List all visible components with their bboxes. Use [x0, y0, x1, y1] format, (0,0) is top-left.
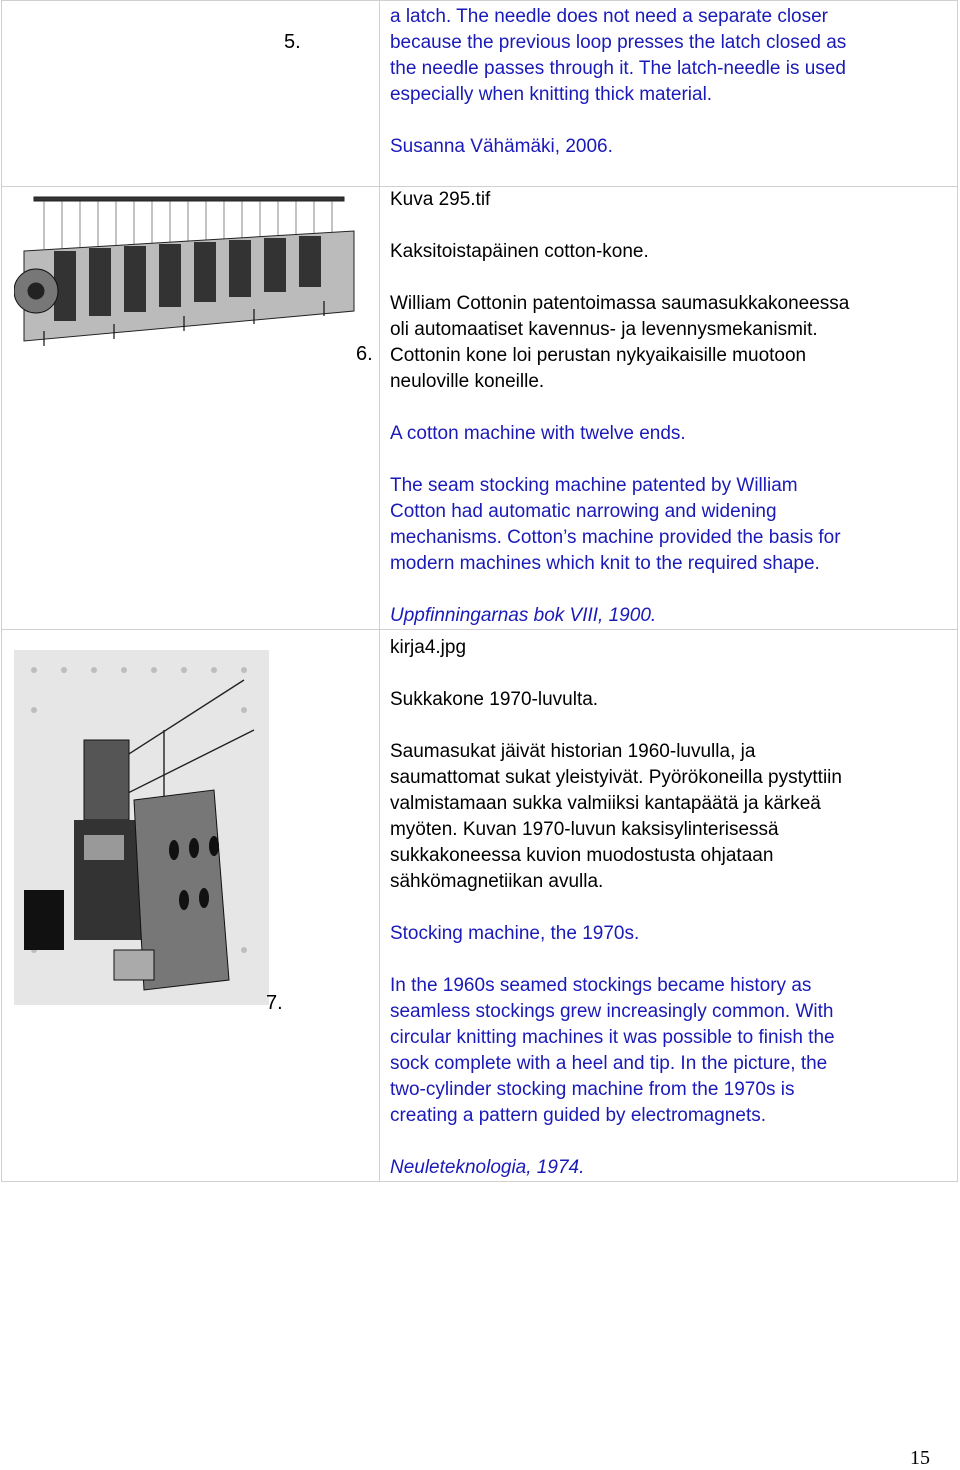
text-cell: [379, 630, 957, 1182]
source-line: Neuleteknologia, 1974.: [389, 1157, 585, 1178]
table-row: [2, 630, 958, 1182]
text-line: Cottonin kone loi perustan nykyaikaisille muotoon: [389, 345, 807, 366]
text-line: because the previous loop presses the latch closed as: [389, 32, 847, 53]
image-cell: [2, 630, 380, 1182]
text-line: circular knitting machines it was possible to finish the: [389, 1027, 835, 1048]
stocking-machine-image: [14, 650, 269, 1005]
text-line: William Cottonin patentoimassa saumasukkakoneessa: [389, 293, 850, 314]
row-number: 6.: [356, 343, 373, 365]
text-cell: [379, 1, 957, 187]
source-line: Uppfinningarnas bok VIII, 1900.: [389, 605, 657, 626]
file-name: Kuva 295.tif: [389, 189, 491, 210]
caption-en: A cotton machine with twelve ends.: [389, 423, 686, 444]
image-cell: [2, 1, 380, 187]
text-line: two-cylinder stocking machine from the 1970s is: [389, 1079, 795, 1100]
text-line: valmistamaan sukka valmiiksi kantapäätä ja kärkeä: [389, 793, 821, 814]
text-line: a latch. The needle does not need a separate closer: [389, 6, 828, 27]
source-line: Susanna Vähämäki, 2006.: [389, 136, 613, 157]
text-line: the needle passes through it. The latch-needle is used: [389, 58, 846, 79]
content-table: [1, 0, 958, 1182]
text-cell: [379, 187, 957, 630]
row-number: 5.: [284, 31, 301, 53]
caption-en: Stocking machine, the 1970s.: [389, 923, 640, 944]
table-row: [2, 1, 958, 187]
image-cell: [2, 187, 380, 630]
text-line: modern machines which knit to the required shape.: [389, 553, 820, 574]
text-line: Cotton had automatic narrowing and widening: [389, 501, 777, 522]
text-line: myöten. Kuvan 1970-luvun kaksisylinterisessä: [389, 819, 779, 840]
text-line: In the 1960s seamed stockings became history as: [389, 975, 812, 996]
text-line: creating a pattern guided by electromagnets.: [389, 1105, 766, 1126]
text-line: The seam stocking machine patented by William: [389, 475, 798, 496]
text-line: Saumasukat jäivät historian 1960-luvulla, ja: [389, 741, 756, 762]
page-number: 15: [910, 1447, 930, 1469]
caption-fi: Sukkakone 1970-luvulta.: [389, 689, 599, 710]
text-line: sukkakoneessa kuvion muodostusta ohjataan: [389, 845, 774, 866]
file-name: kirja4.jpg: [389, 637, 467, 658]
text-line: especially when knitting thick material.: [389, 84, 713, 105]
cotton-machine-image: [14, 191, 366, 351]
text-line: seamless stockings grew increasingly common. With: [389, 1001, 834, 1022]
text-line: sock complete with a heel and tip. In the picture, the: [389, 1053, 828, 1074]
text-line: sähkömagnetiikan avulla.: [389, 871, 604, 892]
text-line: mechanisms. Cotton’s machine provided the basis for: [389, 527, 841, 548]
table-row: [2, 187, 958, 630]
row-number: 7.: [266, 992, 283, 1014]
text-line: saumattomat sukat yleistyivät. Pyörökoneilla pystyttiin: [389, 767, 842, 788]
spacer: [380, 108, 957, 134]
text-line: neuloville koneille.: [389, 371, 545, 392]
text-line: oli automaatiset kavennus- ja levennysmekanismit.: [389, 319, 818, 340]
caption-fi: Kaksitoistapäinen cotton-kone.: [389, 241, 649, 262]
